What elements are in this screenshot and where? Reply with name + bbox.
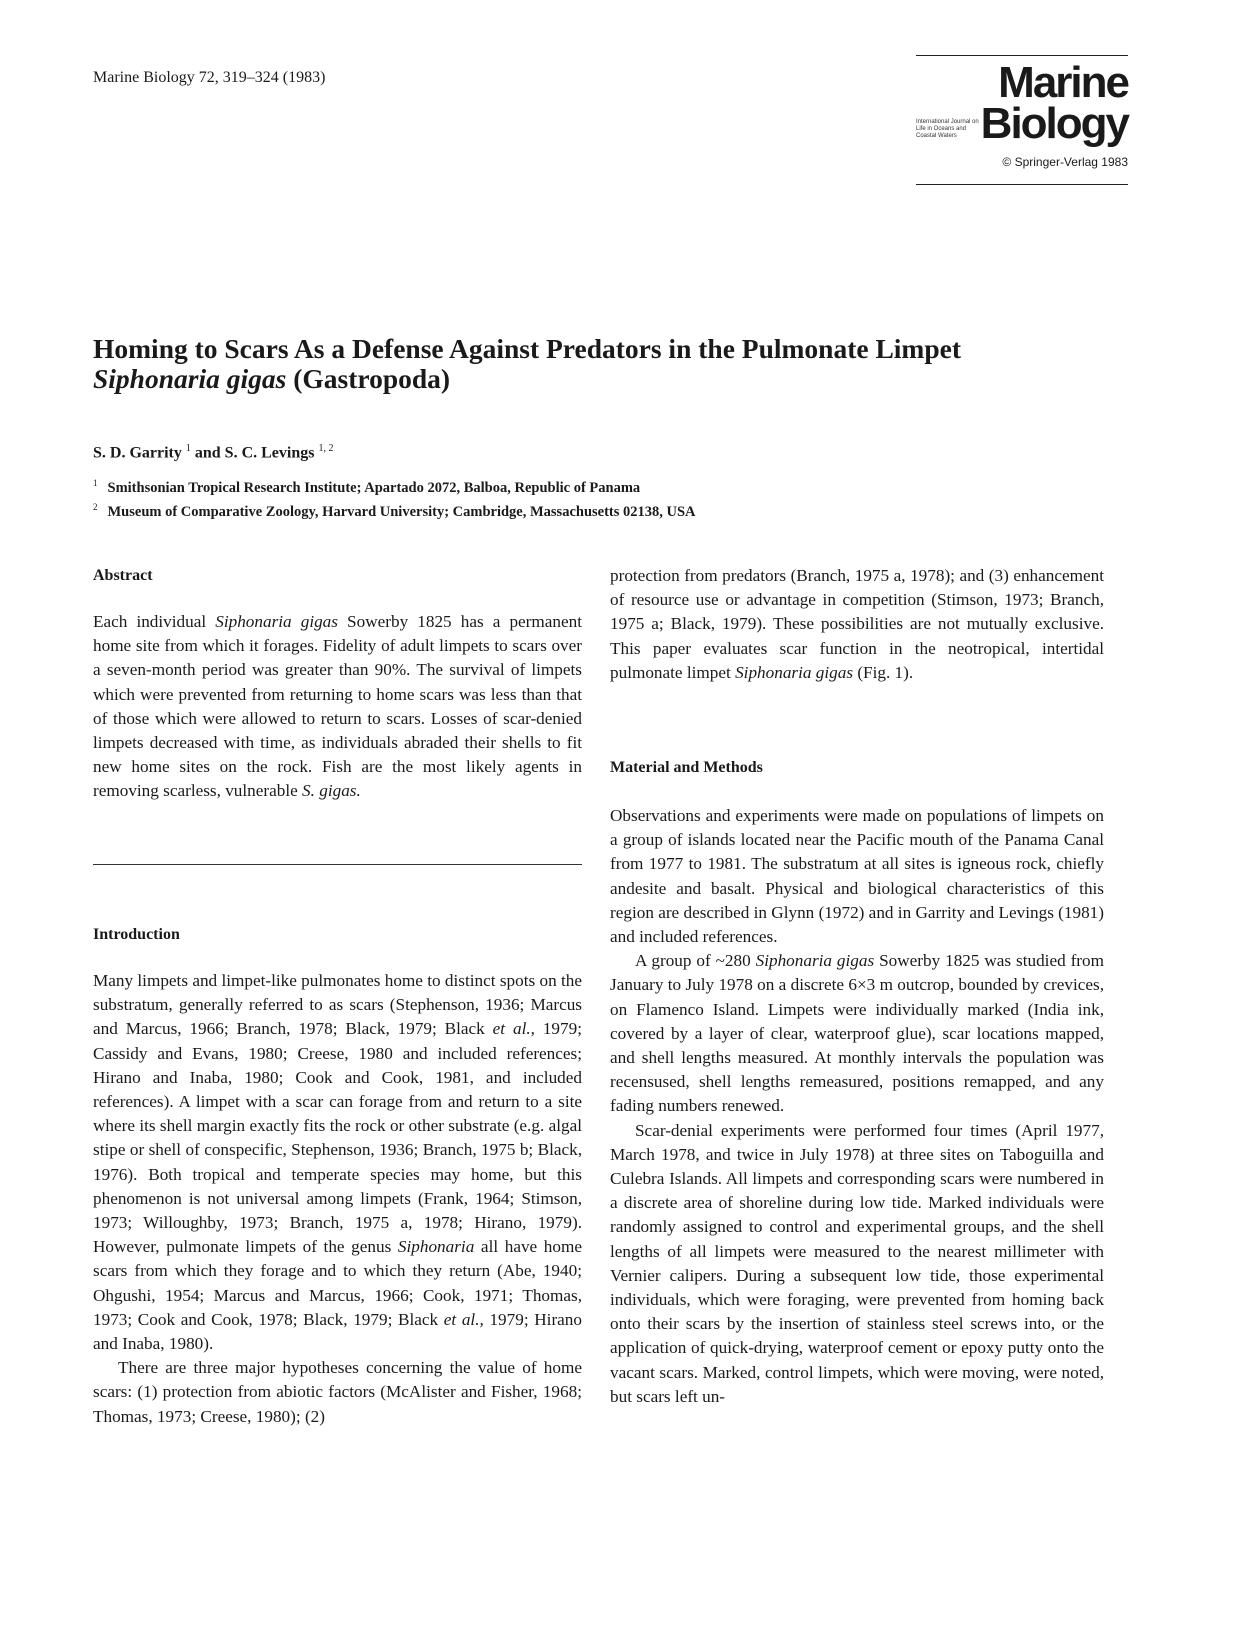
author-2: and S. C. Levings <box>190 444 315 462</box>
intro-continued <box>610 564 1104 685</box>
abstract-text-b: Sowerby 1825 has a permanent home site from which it forages. Fidelity of adult limpets to scars over a seven-month period was greater than 90%. The survival of limpets which were prevented from returning to home scars was less than that of those which were allowed to return to scars. Losses of scar-denied limpets decreased with time, as individuals abraded their shells to fit new home sites on the rock. Fish are the most likely agents in removing scarless, vulnerable <box>93 612 582 801</box>
intro-etal-1: et al., <box>492 1019 535 1039</box>
logo-biology-text: Biology <box>980 99 1128 148</box>
abstract-body <box>93 610 582 804</box>
intro-text-c: all have home scars from which they forage and to which they return (Abe, 1940; Ohgushi, 1954; Marcus and Marcus, 1966; Cook, 1971; Thomas, 1973; Cook and Cook, 1978; Black, 1979; Black <box>93 1237 582 1329</box>
abstract-rule <box>93 864 582 865</box>
intro-paragraph-1 <box>93 969 582 1356</box>
intro-text-b: 1979; Cassidy and Evans, 1980; Creese, 1980 and included references; Hirano and Inaba, 1980; Cook and Cook, 1981, and included references). A limpet with a scar can forage from and return to a site where its shell margin exactly fits the rock or other substrate (e.g. algal stipe or shell of conspecific, Stephenson, 1936; Branch, 1975 b; Black, 1976). Both tropical and temperate species may home, but this phenomenon is not universal among limpets (Frank, 1964; Stimson, 1973; Willoughby, 1973; Branch, 1975 a, 1978; Hirano, 1979). However, pulmonate limpets of the genus <box>93 1019 582 1257</box>
title-line1: Homing to Scars As a Defense Against Predators in the Pulmonate Limpet <box>93 333 961 364</box>
title-rest: (Gastropoda) <box>286 363 451 394</box>
author-1: S. D. Garrity <box>93 444 182 462</box>
intro-cont-text-a: protection from predators (Branch, 1975 a, 1978); and (3) enhancement of resource use or advantage in competition (Stimson, 1973; Branch, 1975 a; Black, 1979). These possibilities are not mutually exclusive. This paper evaluates scar function in the neotropical, intertidal pulmonate limpet <box>610 566 1104 682</box>
methods-paragraph-3: Scar-denial experiments were performed four times (April 1977, March 1978, and twice in July 1978) at three sites on Taboguilla and Culebra Islands. All limpets and corresponding scars were numbered in a discrete area of shoreline during low tide. Marked individuals were randomly assigned to control and experimental groups, and the shell lengths of all limpets were measured to the nearest millimeter with Vernier calipers. During a subsequent low tide, those experimental individuals, which were foraging, were prevented from homing back onto their scars by the insertion of stainless steel screws into, or the application of quick-drying, waterproof cement or epoxy putty onto the vacant scars. Marked, control limpets, which were moving, were noted, but scars left un- <box>610 1120 1104 1406</box>
methods-species: Siphonaria gigas <box>755 951 875 971</box>
methods-text-b: Sowerby 1825 was studied from January to July 1978 on a discrete 6×3 m outcrop, bounded by crevices, on Flamenco Island. Limpets were individually marked (India ink, covered by a layer of clear, waterproof glue), scar locations mapped, and shell lengths measured. At monthly intervals the population was recensused, shell lengths remeasured, positions remapped, and any fading numbers renewed. <box>610 951 1104 1116</box>
article-title <box>93 334 1103 394</box>
methods-paragraph-1: Observations and experiments were made on populations of limpets on a group of islands located near the Pacific mouth of the Panama Canal from 1977 to 1981. The substratum at all sites is igneous rock, chiefly andesite and basalt. Physical and biological characteristics of this region are described in Glynn (1972) and in Garrity and Levings (1981) and included references. <box>610 806 1104 947</box>
introduction-heading: Introduction <box>93 926 180 943</box>
intro-etal-2: et al., <box>443 1309 484 1329</box>
logo-bottom-rule <box>916 184 1128 185</box>
methods-heading: Material and Methods <box>610 759 763 776</box>
logo-tagline: International Journal on Life in Oceans and Coastal Waters <box>916 119 979 139</box>
affiliation-1-text: Smithsonian Tropical Research Institute; Apartado 2072, Balboa, Republic of Panama <box>107 479 641 496</box>
abstract-heading: Abstract <box>93 567 153 584</box>
author-1-affil: 1 <box>185 443 191 454</box>
abstract-text-a: Each individual <box>93 612 216 631</box>
journal-logo <box>916 55 1128 185</box>
logo-copyright: © Springer-Verlag 1983 <box>1002 155 1128 169</box>
intro-text-a: Many limpets and limpet-like pulmonates home to distinct spots on the substratum, generally referred to as scars (Stephenson, 1936; Marcus and Marcus, 1966; Branch, 1978; Black, 1979; Black <box>93 971 582 1039</box>
intro-paragraph-2: There are three major hypotheses concerning the value of home scars: (1) protection from abiotic factors (McAlister and Fisher, 1968; Thomas, 1973; Creese, 1980); (2) <box>93 1358 582 1426</box>
introduction-body <box>93 969 582 1429</box>
affiliation-2-text: Museum of Comparative Zoology, Harvard University; Cambridge, Massachusetts 02138, USA <box>107 503 696 520</box>
abstract-species-end: S. gigas. <box>302 781 361 801</box>
intro-cont-text-b: (Fig. 1). <box>853 662 914 682</box>
methods-text-a: A group of ~280 <box>635 951 756 971</box>
abstract-species: Siphonaria gigas <box>215 612 338 631</box>
author-2-affil: 1, 2 <box>318 443 334 454</box>
logo-top-rule <box>916 55 1128 56</box>
intro-text-d: 1979; Hirano and Inaba, 1980). <box>93 1309 582 1354</box>
affiliation-1 <box>93 478 640 497</box>
intro-cont-species: Siphonaria gigas <box>735 662 854 682</box>
authors <box>93 443 333 462</box>
methods-body <box>610 804 1104 1409</box>
affiliation-1-num: 1 <box>93 478 98 488</box>
intro-genus: Siphonaria <box>397 1237 475 1257</box>
title-species: Siphonaria gigas <box>93 363 287 394</box>
affiliation-2-num: 2 <box>93 502 98 512</box>
logo-marine-text: Marine <box>998 58 1128 107</box>
journal-citation: Marine Biology 72, 319–324 (1983) <box>93 69 326 86</box>
methods-paragraph-2 <box>610 949 1104 1118</box>
affiliation-2 <box>93 502 696 521</box>
